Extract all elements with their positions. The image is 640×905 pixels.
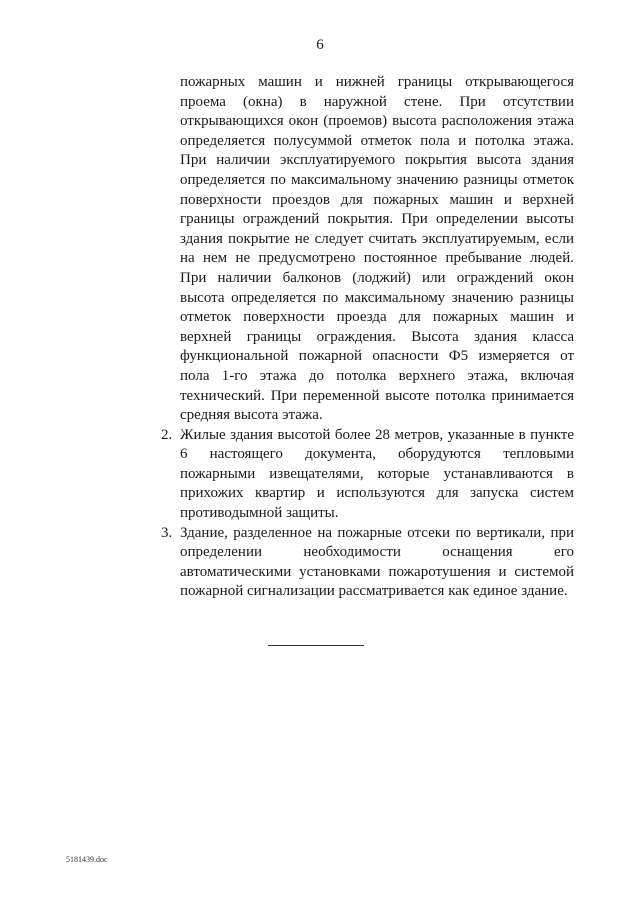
note-marker: 2.	[161, 426, 173, 443]
note-text: Жилые здания высотой более 28 метров, указанные в пункте 6 настоящего документа, оборудуются тепловыми пожарными извещателями, которые устанавливаются в прихожих квартир и используются для запуска систем противодымной защиты.	[180, 426, 574, 522]
note-item-2	[161, 426, 574, 524]
note-item-3	[161, 524, 574, 602]
footer-filename: 5181439.doc	[66, 855, 108, 864]
note-marker: 3.	[161, 524, 173, 541]
document-body	[161, 73, 574, 602]
note-text: Здание, разделенное на пожарные отсеки по вертикали, при определении необходимости оснащения его автоматическими установками пожаротушения и системой пожарной сигнализации рассматривается как единое здание.	[180, 524, 574, 600]
page-number: 6	[316, 37, 324, 53]
intro-paragraph: пожарных машин и нижней границы открывающегося проема (окна) в наружной стене. При отсутствии открывающихся окон (проемов) высота расположения этажа определяется полусуммой отметок пола и потолка этажа. При наличии эксплуатируемого покрытия высота здания определяется по максимальному значению разницы отметок поверхности проездов для пожарных машин и верхней границы ограждений покрытия. При определении высоты здания покрытие не следует считать эксплуатируемым, если на нем не предусмотрено постоянное пребывание людей. При наличии балконов (лоджий) или ограждений окон высота определяется по максимальному значению разницы отметок поверхности проезда для пожарных машин и верхней границы ограждения. Высота здания класса функциональной пожарной опасности Ф5 измеряется от пола 1-го этажа до потолка верхнего этажа, включая технический. При переменной высоте потолка принимается средняя высота этажа.	[180, 74, 574, 424]
end-separator-line	[268, 645, 364, 646]
